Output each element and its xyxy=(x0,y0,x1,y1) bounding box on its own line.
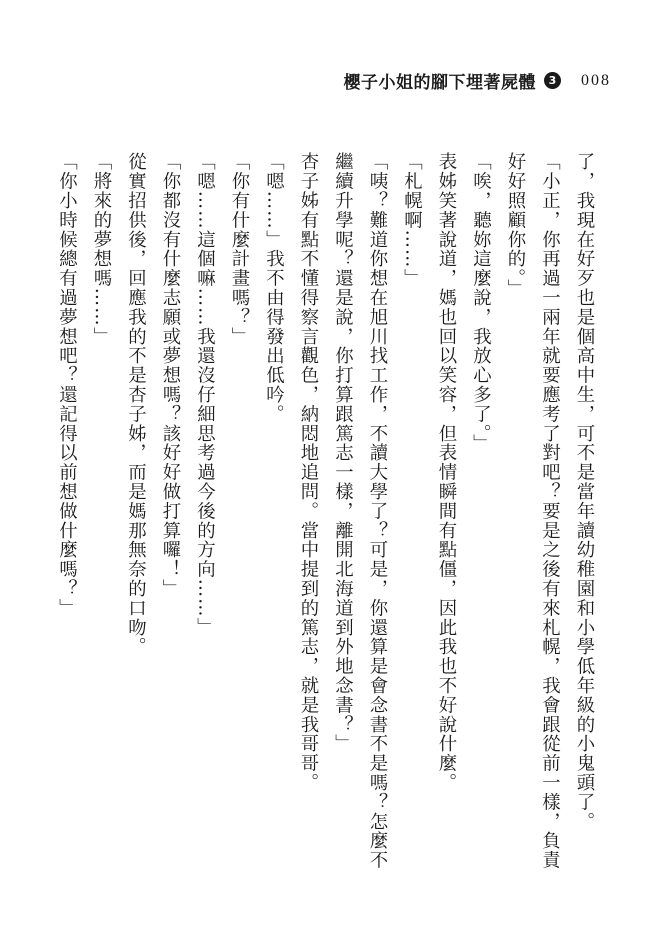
text-line: 「你都沒有什麼志願或夢想嗎？該好好做打算囉！」 xyxy=(160,152,181,599)
text-line: 「唉，聽妳這麼說，我放心多了。」 xyxy=(470,152,492,454)
text-line: 好好照顧你的。」 xyxy=(505,152,526,298)
book-title: 櫻子小姐的腳下埋著屍體 xyxy=(343,73,536,93)
text-line: 「你小時候總有過夢想吧？還記得以前想做什麼嗎？」 xyxy=(56,152,78,618)
text-line: 「嗯……這個嘛……我還沒仔細思考過今後的方向……」 xyxy=(194,152,216,637)
text-line: 「小正，你再過一兩年就要應考了對吧？要是之後有來札幌，我會跟從前一樣，負責 xyxy=(539,152,561,870)
volume-badge: 3 xyxy=(544,72,561,89)
text-line: 「札幌啊……」 xyxy=(401,152,423,288)
running-header xyxy=(344,68,612,93)
page-number: 008 xyxy=(581,71,611,89)
body-text xyxy=(41,152,601,872)
text-line: 「將來的夢想嗎……」 xyxy=(91,152,112,346)
text-line: 「咦？難道你想在旭川找工作，不讀大學了？可是，你還算是會念書不是嗎？怎麼不 xyxy=(367,152,388,870)
text-line: 「嗯……」我不由得發出低吟。 xyxy=(263,152,285,424)
text-line: 表姊笑著說道，媽也回以笑容，但表情瞬間有點僵，因此我也不好說什麼。 xyxy=(436,152,457,793)
text-line: 繼續升學呢？還是說，你打算跟篤志一樣，離開北海道到外地念書？」 xyxy=(332,152,354,754)
text-line: 「你有什麼計畫嗎？」 xyxy=(229,152,250,346)
text-line: 了，我現在好歹也是個高中生，可不是當年讀幼稚園和小學低年級的小鬼頭了。 xyxy=(574,152,595,831)
text-line: 從實招供後，回應我的不是杏子姊，而是媽那無奈的口吻。 xyxy=(125,152,147,657)
text-line: 杏子姊有點不懂得察言觀色，納悶地追問。當中提到的篤志，就是我哥哥。 xyxy=(298,152,319,793)
